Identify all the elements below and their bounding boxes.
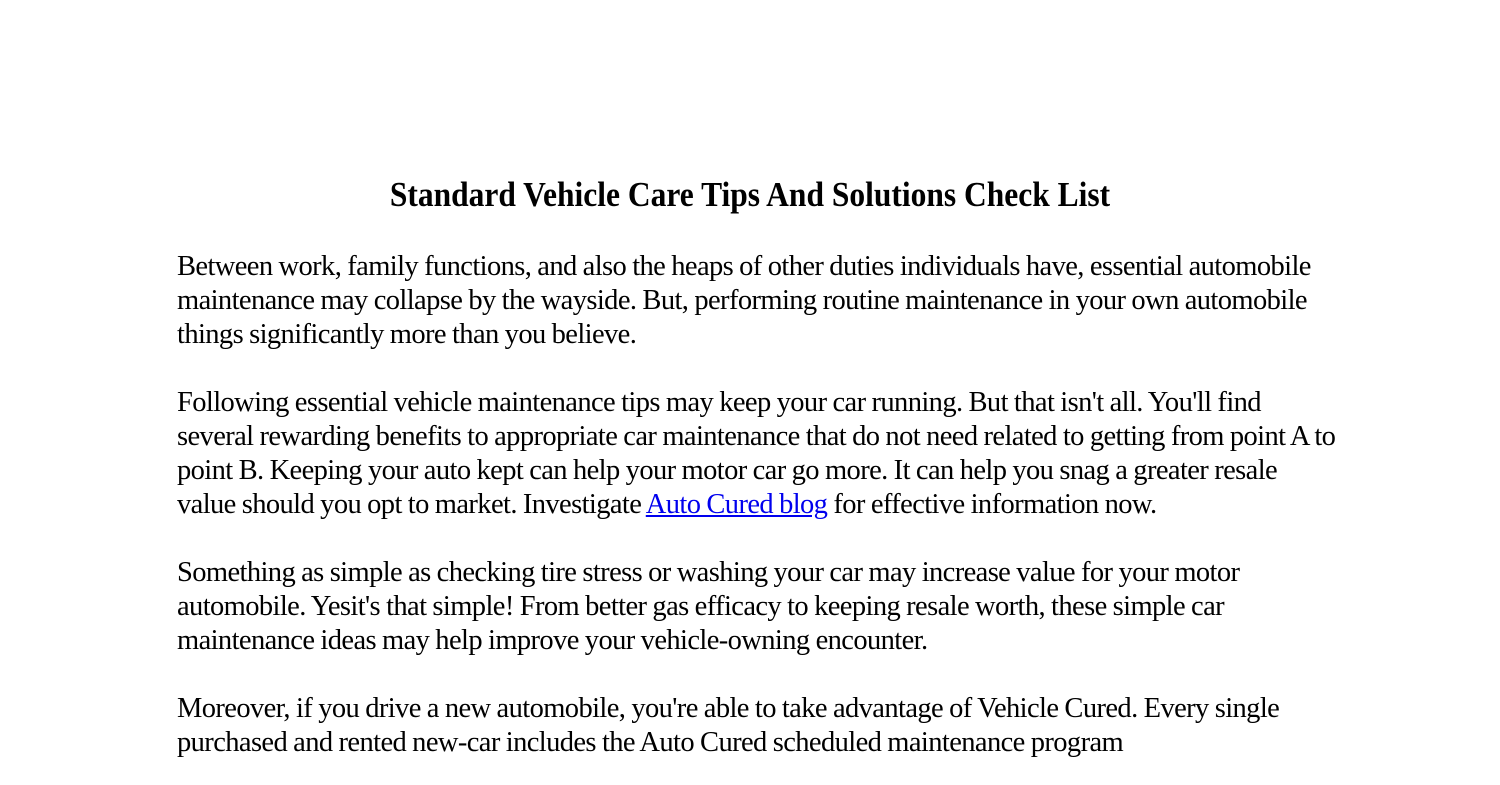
auto-cured-blog-link[interactable]: Auto Cured blog: [645, 489, 828, 520]
paragraph-intro: Between work, family functions, and also the heaps of other duties individuals have, essential automobile maintenance may collapse by the wayside. But, performing routine maintenance in your own automobile things significantly more than you believe.: [177, 251, 1311, 350]
paragraph-benefits-text-before: Following essential vehicle maintenance tips may keep your car running. But that isn't all. You'll find several rewarding benefits to appropriate car maintenance that do not need related to getting from point A to point B. Keeping your auto kept can help your motor car go more. It can help you snag a greater resale value should you opt to market. Investigate: [177, 387, 1336, 520]
paragraph-simple-tips: Something as simple as checking tire stress or washing your car may increase value for your motor automobile. Yesit's that simple! From better gas efficacy to keeping resale worth, these simple car maintenance ideas may help improve your vehicle-owning encounter.: [177, 557, 1240, 656]
paragraph-benefits: [177, 386, 1337, 522]
paragraph-new-car: Moreover, if you drive a new automobile, you're able to take advantage of Vehicle Cured. Every single purchased and rented new-car includes the Auto Cured scheduled maintenance program: [177, 693, 1280, 758]
document-body: [177, 250, 1337, 785]
paragraph-benefits-text-after: for effective information now.: [827, 489, 1157, 520]
document-title: Standard Vehicle Care Tips And Solutions Check List: [389, 175, 1111, 214]
